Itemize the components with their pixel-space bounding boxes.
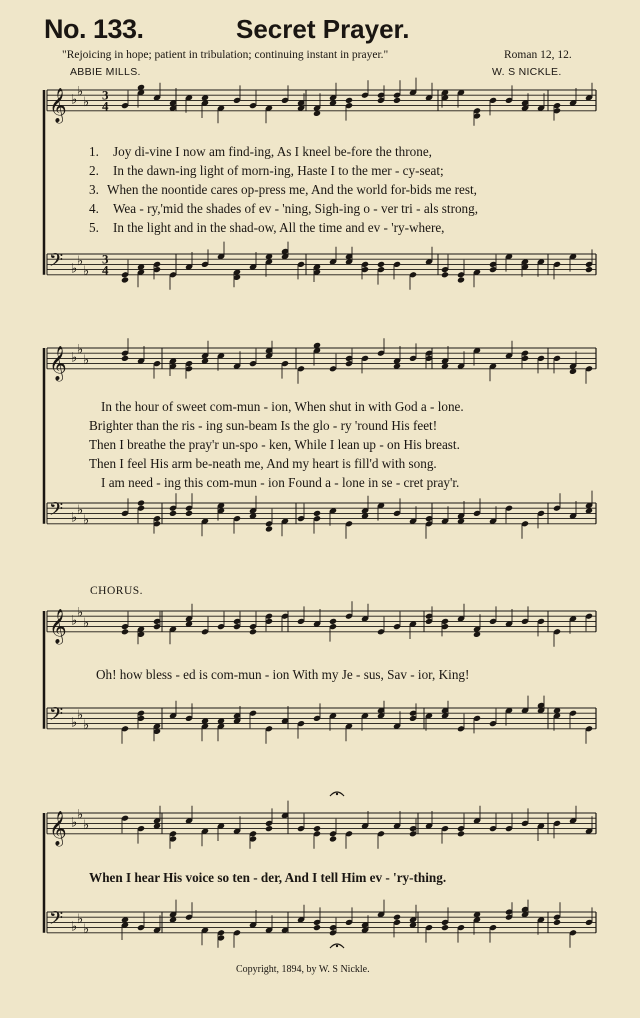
verse-number: 3.: [89, 182, 99, 197]
note-head: [553, 919, 561, 926]
fermata-dot: [336, 945, 338, 947]
flat-accidental: ♭: [77, 84, 84, 100]
flat-accidental: ♭: [71, 613, 78, 629]
note-head: [313, 510, 321, 517]
flat-accidental: ♭: [77, 342, 84, 358]
treble-clef: 𝄞: [49, 810, 67, 846]
note-head: [345, 97, 353, 104]
note-head: [585, 266, 593, 273]
lyricist-credit: ABBIE MILLS.: [70, 66, 141, 78]
bass-clef: 𝄢: [49, 704, 64, 730]
bass-clef: 𝄢: [49, 908, 64, 934]
note-head: [121, 276, 129, 283]
note-head: [329, 835, 337, 842]
note-head: [377, 261, 385, 268]
flat-accidental: ♭: [83, 353, 90, 368]
note-head: [121, 628, 129, 635]
verse-number: 1.: [89, 144, 99, 159]
flat-accidental: ♭: [71, 919, 78, 935]
note-head: [313, 924, 321, 931]
treble-clef: 𝄞: [49, 87, 67, 123]
time-signature: 3: [102, 87, 109, 103]
verse-lyric-line: In the light and in the shad-ow, All the time and ev - 'ry-where,: [113, 220, 445, 235]
flat-accidental: ♭: [83, 616, 90, 631]
note-head: [441, 924, 449, 931]
note-head: [265, 825, 273, 832]
bass-clef: 𝄢: [49, 499, 64, 525]
flat-accidental: ♭: [71, 815, 78, 831]
time-signature: 4: [102, 98, 109, 114]
composer-credit: W. S NICKLE.: [492, 66, 562, 78]
flat-accidental: ♭: [71, 715, 78, 731]
verse-lyric-line: Brighter than the ris - ing sun-beam Is the glo - ry 'round His feet!: [89, 418, 438, 433]
scripture-reference: Roman 12, 12.: [504, 49, 572, 61]
treble-clef: 𝄞: [49, 608, 67, 644]
flat-accidental: ♭: [71, 92, 78, 108]
note-head: [137, 499, 145, 506]
verse-number: 5.: [89, 220, 99, 235]
note-head: [169, 510, 177, 517]
hymn-number: No. 133.: [44, 14, 144, 44]
flat-accidental: ♭: [77, 911, 84, 927]
note-head: [393, 97, 401, 104]
note-head: [457, 830, 465, 837]
verse-lyric-line: Wea - ry,'mid the shades of ev - 'ning, Sigh-ing o - ver tri - als strong,: [113, 201, 479, 216]
note-head: [329, 618, 337, 625]
verse-lyric-line: Then I breathe the pray'r un-spo - ken, While I lean up - on His breast.: [89, 437, 460, 452]
flat-accidental: ♭: [71, 261, 78, 277]
verse-number: 4.: [89, 201, 99, 216]
time-signature: 3: [102, 251, 109, 267]
flat-accidental: ♭: [83, 95, 90, 110]
flat-accidental: ♭: [77, 253, 84, 269]
note-head: [265, 525, 273, 532]
flat-accidental: ♭: [83, 513, 90, 529]
flat-accidental: ♭: [83, 818, 90, 833]
copyright-notice: Copyright, 1894, by W. S Nickle.: [236, 964, 370, 975]
fermata-dot: [336, 793, 338, 795]
flat-accidental: ♭: [77, 605, 84, 621]
flat-accidental: ♭: [83, 922, 90, 938]
flat-accidental: ♭: [77, 502, 84, 518]
note-head: [457, 276, 465, 283]
bass-clef: 𝄢: [49, 250, 64, 276]
verse-lyric-line: I am need - ing this com-mun - ion Found a - lone in se - cret pray'r.: [101, 475, 460, 490]
note-head: [313, 825, 321, 832]
verse-lyric-line: In the dawn-ing light of morn-ing, Haste I to the mer - cy-seat;: [113, 163, 444, 178]
verse-number: 2.: [89, 163, 99, 178]
time-signature: 4: [102, 262, 109, 278]
scripture-epigraph: "Rejoicing in hope; patient in tribulation; continuing instant in prayer.": [62, 49, 389, 61]
chorus-lyric-line: Oh! how bless - ed is com-mun - ion With my Je - sus, Sav - ior, King!: [96, 667, 470, 682]
note-head: [121, 355, 129, 362]
hymn-title: Secret Prayer.: [236, 14, 410, 44]
note-head: [441, 271, 449, 278]
treble-clef: 𝄞: [49, 345, 67, 381]
flat-accidental: ♭: [83, 264, 90, 280]
note-head: [185, 510, 193, 517]
verse-lyric-line: Joy di-vine I now am find-ing, As I kneel be-fore the throne,: [113, 144, 432, 159]
verse-lyric-line: Then I feel His arm be-neath me, And my heart is fill'd with song.: [89, 456, 437, 471]
flat-accidental: ♭: [83, 718, 90, 734]
verse-lyric-line: When the noontide cares op-press me, And the world for-bids me rest,: [107, 182, 477, 197]
chorus-label: CHORUS.: [90, 585, 144, 597]
flat-accidental: ♭: [77, 807, 84, 823]
note-head: [393, 914, 401, 921]
chorus-lyric-line: When I hear His voice so ten - der, And I tell Him ev - 'ry-thing.: [89, 870, 447, 885]
note-head: [249, 628, 257, 635]
flat-accidental: ♭: [71, 350, 78, 366]
flat-accidental: ♭: [71, 510, 78, 526]
flat-accidental: ♭: [77, 707, 84, 723]
verse-lyric-line: In the hour of sweet com-mun - ion, When shut in with God a - lone.: [101, 399, 464, 414]
